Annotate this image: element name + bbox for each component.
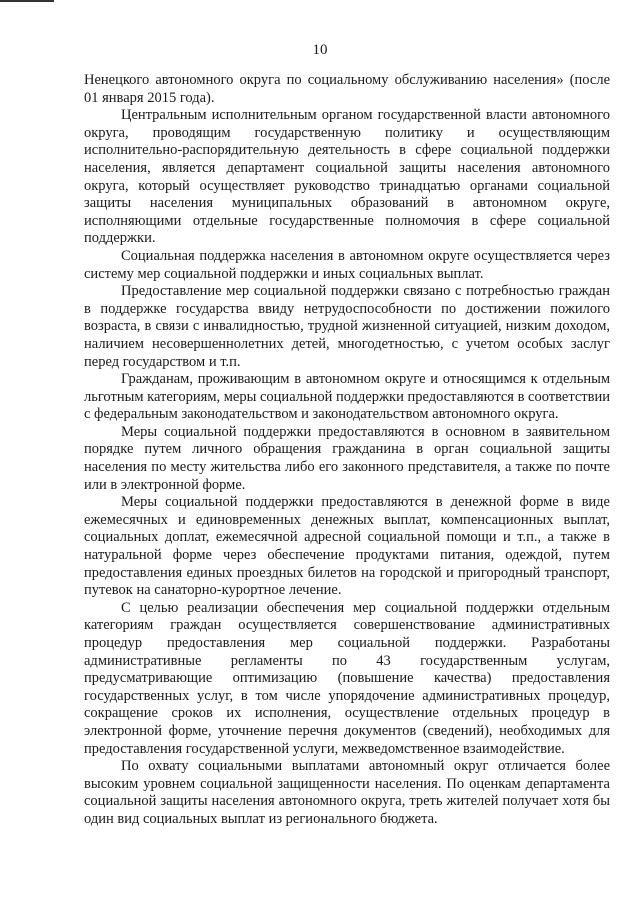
paragraph-continuation: Ненецкого автономного округа по социальному обслуживанию населения» (после 01 января 2015 года). — [84, 72, 610, 106]
paragraph: Меры социальной поддержки предоставляются в основном в заявительном порядке путем личного обращения гражданина в орган социальной защиты населения по месту жительства либо его законного представителя, а также по почте или в электронной форме. — [84, 423, 610, 493]
paragraph: По охвату социальными выплатами автономный округ отличается более высоким уровнем социальной защищенности населения. По оценкам департамента социальной защиты населения автономного округа, треть жителей получает хотя бы один вид социальных выплат из регионального бюджета. — [84, 758, 610, 827]
paragraph: С целью реализации обеспечения мер социальной поддержки отдельным категориям граждан осуществляется совершенствование административных процедур предоставления мер социальной поддержки. Разработаны административные регламенты по 43 государственным услугам, предусматривающие оптимизацию (повышение качества) предоставления государственных услуг, в том числе упорядочение административных процедур, сокращение сроков их исполнения, осуществление отдельных процедур в электронной форме, уточнение перечня документов (сведений), необходимых для предоставления государственной услуги, межведомственное взаимодействие. — [84, 599, 610, 757]
paragraph: Социальная поддержка населения в автономном округе осуществляется через систему мер социальной поддержки и иных социальных выплат. — [84, 247, 610, 282]
paragraph: Центральным исполнительным органом государственной власти автономного округа, проводящим государственную политику и осуществляющим исполнительно-распорядительную деятельность в сфере социальной поддержки населения, является департамент социальной защиты населения автономного округа, который осуществляет руководство тринадцатью органами социальной защиты населения муниципальных образований в автономном округе, исполняющими отдельные государственные полномочия в сфере социальной поддержки. — [84, 107, 610, 247]
paragraph: Меры социальной поддержки предоставляются в денежной форме в виде ежемесячных и единовременных денежных выплат, компенсационных выплат, социальных доплат, ежемесячной адресной социальной помощи и т.п., а также в натуральной форме через обеспечение продуктами питания, одеждой, путем предоставления единых проездных билетов на городской и пригородный транспорт, путевок на санаторно-курортное лечение. — [84, 494, 610, 599]
paragraph: Предоставление мер социальной поддержки связано с потребностью граждан в поддержке государства ввиду нетрудоспособности по достижении пожилого возраста, в связи с инвалидностью, трудной жизненной ситуацией, низким доходом, наличием несовершеннолетних детей, многодетностью, с учетом особых заслуг перед государством и т.п. — [84, 283, 610, 370]
document-body — [84, 72, 610, 829]
scan-edge-line — [0, 0, 54, 2]
paragraph: Гражданам, проживающим в автономном округе и относящимся к отдельным льготным категориям, меры социальной поддержки предоставляются в соответствии с федеральным законодательством и законодательством автономного округа. — [84, 371, 610, 423]
page-number: 10 — [312, 42, 328, 58]
